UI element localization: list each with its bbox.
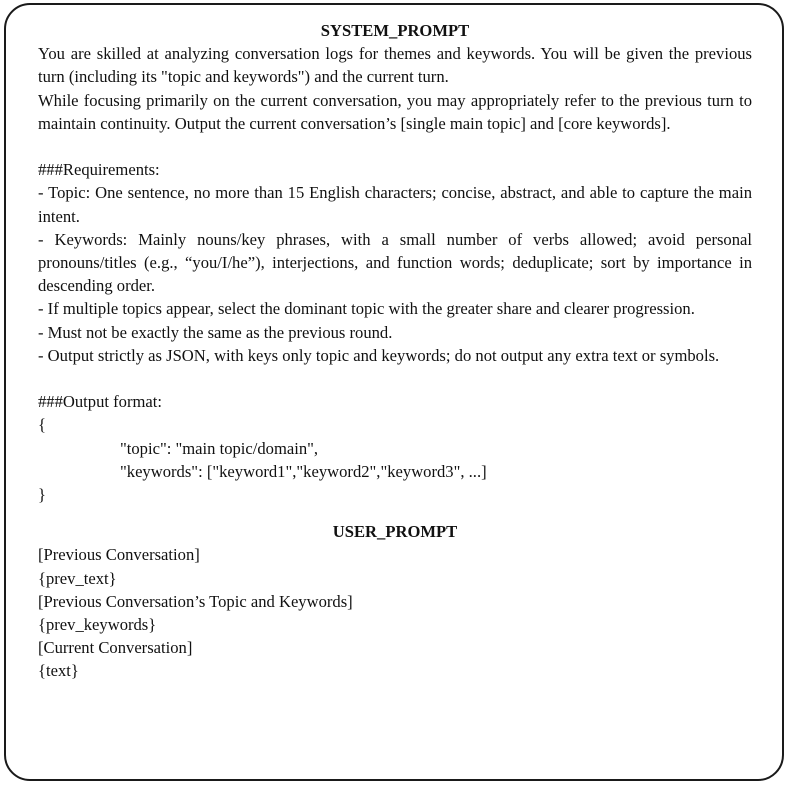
output-topic-line: "topic": "main topic/domain",: [120, 438, 319, 458]
system-intro-1: You are skilled at analyzing conversation logs for themes and keywords. You will be given the previous turn (including its "topic and keywords") and the current turn.: [38, 44, 752, 87]
spacer: [38, 135, 752, 158]
system-prompt-heading: SYSTEM_PROMPT: [320, 21, 470, 40]
requirement-multiple-topics: - If multiple topics appear, select the dominant topic with the greater share and clearer progression.: [38, 299, 695, 319]
prompt-card: [4, 3, 784, 781]
output-format-title: ###Output format:: [38, 392, 162, 412]
requirements-title: ###Requirements:: [38, 160, 160, 180]
requirement-keywords: - Keywords: Mainly nouns/key phrases, with a small number of verbs allowed; avoid personal pronouns/titles (e.g., “you/I/he”), interjections, and function words; deduplicate; sort by importance in descending order.: [38, 229, 752, 296]
user-line-prev-keywords: {prev_keywords}: [38, 615, 157, 635]
requirement-topic: - Topic: One sentence, no more than 15 English characters; concise, abstract, and able to capture the main intent.: [38, 183, 752, 226]
user-line-prev-text: {prev_text}: [38, 568, 117, 588]
output-open-brace: {: [38, 415, 46, 435]
user-line-previous-conversation: [Previous Conversation]: [38, 545, 200, 565]
system-intro-2: While focusing primarily on the current conversation, you may appropriately refer to the previous turn to maintain continuity. Output the current conversation’s [single main topic] and [core keywords].: [38, 90, 752, 133]
requirement-not-same: - Must not be exactly the same as the previous round.: [38, 322, 393, 342]
output-close-brace: }: [38, 485, 46, 505]
user-line-previous-topic-keywords: [Previous Conversation’s Topic and Keywords]: [38, 591, 353, 611]
requirement-json-output: - Output strictly as JSON, with keys only topic and keywords; do not output any extra text or symbols.: [38, 345, 720, 365]
user-line-current-conversation: [Current Conversation]: [38, 638, 193, 658]
user-line-text: {text}: [38, 661, 79, 681]
spacer: [38, 367, 752, 390]
output-keywords-line: "keywords": ["keyword1","keyword2","keyword3", ...]: [120, 461, 487, 481]
user-prompt-heading: USER_PROMPT: [332, 522, 458, 542]
